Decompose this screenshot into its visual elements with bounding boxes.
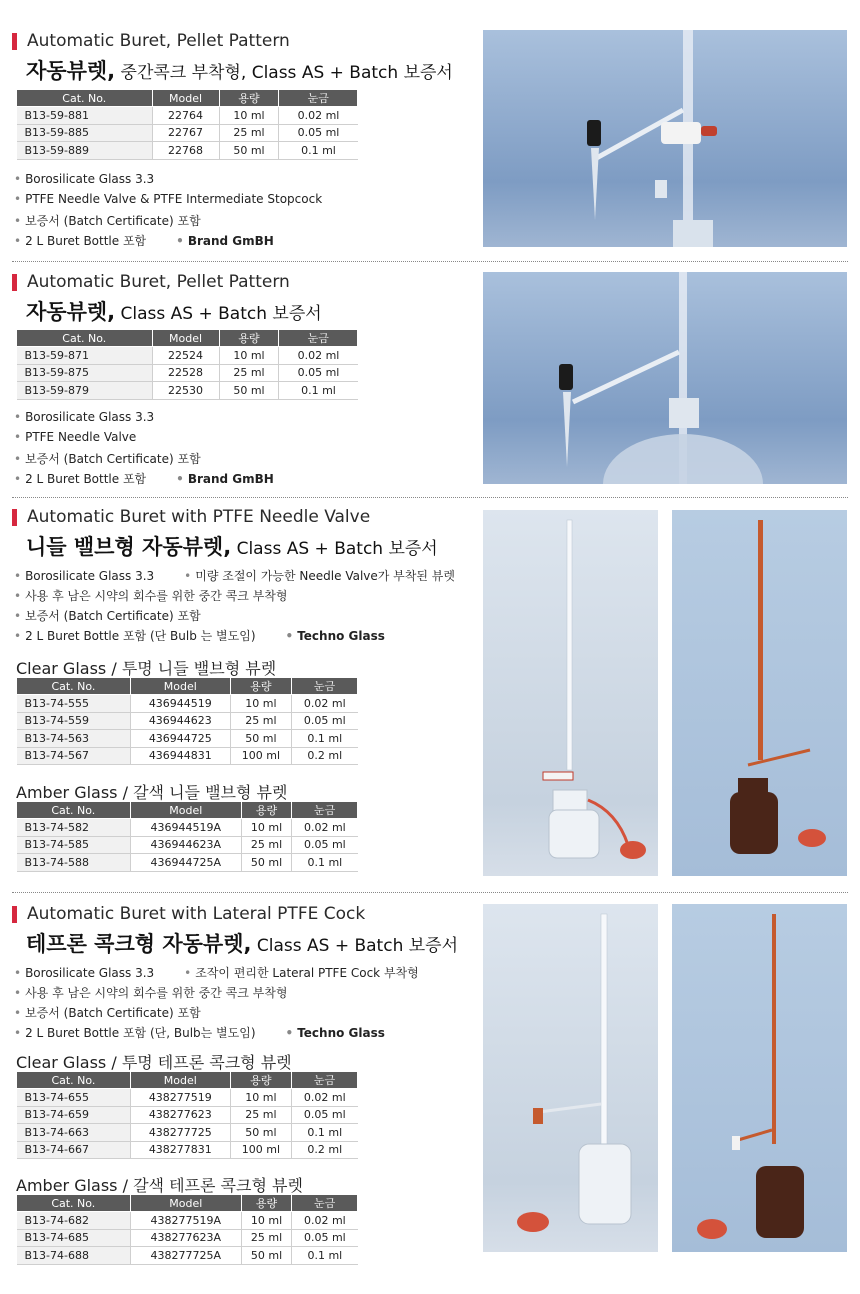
table-cell: 0.02 ml	[292, 1089, 358, 1107]
bullet: • Borosilicate Glass 3.3	[14, 410, 155, 424]
table-header-cell: 용량	[241, 802, 291, 819]
table-cell: 436944725A	[130, 854, 241, 872]
accent-bar	[12, 509, 17, 526]
table-row	[17, 712, 358, 730]
table-header-row	[17, 1195, 358, 1212]
table-cell: 438277623A	[130, 1229, 241, 1247]
table-header-cell: Model	[130, 1195, 241, 1212]
accent-bar	[12, 33, 17, 50]
table-cell: 22768	[152, 142, 219, 160]
table-header-row	[17, 678, 358, 695]
table-cell: 25 ml	[219, 124, 279, 142]
table-row	[17, 730, 358, 748]
table-row	[17, 836, 358, 854]
table-cell: 0.05 ml	[292, 1229, 358, 1247]
table-cell: B13-74-667	[17, 1141, 131, 1159]
table-row	[17, 107, 358, 125]
table-cell: 10 ml	[241, 1212, 291, 1230]
table-cell: B13-74-559	[17, 712, 131, 730]
section3-title-en: Automatic Buret with PTFE Needle Valve	[27, 507, 371, 527]
subheading-amber: Amber Glass / 갈색 니들 밸브형 뷰렛	[16, 783, 288, 802]
section4-amber-table	[16, 1194, 358, 1265]
brand-label: Techno Glass	[297, 1026, 385, 1040]
section4-title-en: Automatic Buret with Lateral PTFE Cock	[27, 904, 366, 924]
table-cell: 0.1 ml	[292, 1124, 358, 1142]
table-cell: 100 ml	[230, 747, 291, 765]
table-cell: 0.05 ml	[292, 1106, 358, 1124]
table-row	[17, 1106, 358, 1124]
table-cell: 0.1 ml	[292, 730, 358, 748]
table-header-cell: 눈금	[292, 678, 358, 695]
table-cell: 10 ml	[230, 695, 291, 713]
table-cell: 438277519	[130, 1089, 230, 1107]
table-row	[17, 747, 358, 765]
table-header-cell: Cat. No.	[17, 802, 131, 819]
table-cell: 25 ml	[241, 836, 291, 854]
table-row	[17, 695, 358, 713]
buret-photo-1	[483, 30, 847, 247]
table-row	[17, 1247, 358, 1265]
section4-header	[12, 904, 365, 924]
divider	[12, 892, 848, 893]
table-cell: 436944623	[130, 712, 230, 730]
table-row	[17, 382, 358, 400]
table-cell: B13-74-585	[17, 836, 131, 854]
table-cell: 0.2 ml	[292, 1141, 358, 1159]
section4-clear-table	[16, 1071, 358, 1159]
table-header-row	[17, 802, 358, 819]
table-cell: B13-74-685	[17, 1229, 131, 1247]
table-cell: 438277519A	[130, 1212, 241, 1230]
table-cell: 100 ml	[230, 1141, 291, 1159]
table-row	[17, 1141, 358, 1159]
table-header-cell: Cat. No.	[17, 90, 153, 107]
table-cell: 25 ml	[230, 712, 291, 730]
table-cell: B13-74-588	[17, 854, 131, 872]
table-header-cell: Model	[152, 90, 219, 107]
clear-lateral-buret-photo	[483, 904, 658, 1252]
table-row	[17, 1089, 358, 1107]
table-header-cell: Cat. No.	[17, 1195, 131, 1212]
table-cell: 50 ml	[241, 854, 291, 872]
amber-lateral-buret-photo	[672, 904, 847, 1252]
table-row	[17, 854, 358, 872]
bullet: • 2 L Buret Bottle 포함 (단 Bulb 는 별도임) • Techno Glass	[14, 629, 385, 643]
table-cell: 0.1 ml	[279, 382, 358, 400]
table-cell: B13-74-688	[17, 1247, 131, 1265]
table-cell: 0.2 ml	[292, 747, 358, 765]
table-header-cell: 용량	[230, 1072, 291, 1089]
subheading-amber: Amber Glass / 갈색 테프론 콕크형 뷰렛	[16, 1176, 303, 1195]
section4-title-ko: 테프론 콕크형 자동뷰렛, Class AS + Batch 보증서	[26, 932, 459, 956]
table-cell: B13-74-682	[17, 1212, 131, 1230]
bullet: • 2 L Buret Bottle 포함 • Brand GmBH	[14, 472, 274, 486]
table-cell: 438277725	[130, 1124, 230, 1142]
table-cell: B13-74-555	[17, 695, 131, 713]
table-cell: 436944623A	[130, 836, 241, 854]
table-cell: 10 ml	[219, 347, 279, 365]
accent-bar	[12, 274, 17, 291]
table-cell: 436944725	[130, 730, 230, 748]
table-cell: 25 ml	[230, 1106, 291, 1124]
table-cell: 436944519	[130, 695, 230, 713]
section2-header	[12, 272, 290, 292]
buret-illustration	[483, 510, 658, 876]
table-row	[17, 142, 358, 160]
table-row	[17, 1212, 358, 1230]
amber-needle-buret-photo	[672, 510, 847, 876]
table-cell: 438277725A	[130, 1247, 241, 1265]
table-cell: 50 ml	[219, 382, 279, 400]
table-cell: 22524	[152, 347, 219, 365]
table-cell: B13-74-659	[17, 1106, 131, 1124]
section1-title-ko: 자동뷰렛, 중간콕크 부착형, Class AS + Batch 보증서	[26, 59, 453, 83]
bullet: • Borosilicate Glass 3.3 • 미량 조절이 가능한 Needle Valve가 부착된 뷰렛	[14, 569, 455, 583]
table-row	[17, 364, 358, 382]
table-header-row	[17, 1072, 358, 1089]
buret-illustration	[483, 30, 847, 247]
table-row	[17, 819, 358, 837]
table-cell: B13-59-871	[17, 347, 153, 365]
table-cell: 0.05 ml	[279, 124, 358, 142]
bullet: • 사용 후 남은 시약의 회수를 위한 중간 콕크 부착형	[14, 589, 288, 603]
table-cell: B13-59-889	[17, 142, 153, 160]
table-cell: 0.02 ml	[292, 1212, 358, 1230]
table-cell: 25 ml	[241, 1229, 291, 1247]
clear-needle-buret-photo	[483, 510, 658, 876]
table-cell: 22530	[152, 382, 219, 400]
table-cell: B13-74-582	[17, 819, 131, 837]
bullet: • 2 L Buret Bottle 포함 (단, Bulb는 별도임) • Techno Glass	[14, 1026, 385, 1040]
section3-clear-table	[16, 677, 358, 765]
bullet: • 보증서 (Batch Certificate) 포함	[14, 452, 201, 466]
table-header-cell: 용량	[230, 678, 291, 695]
table-header-cell: 용량	[241, 1195, 291, 1212]
table-row	[17, 1229, 358, 1247]
table-cell: 0.1 ml	[292, 1247, 358, 1265]
buret-photo-2	[483, 272, 847, 484]
table-header-cell: Model	[130, 802, 241, 819]
table-cell: 0.05 ml	[292, 836, 358, 854]
table-cell: 438277623	[130, 1106, 230, 1124]
table-header-row	[17, 90, 358, 107]
divider	[12, 261, 848, 262]
subheading-clear: Clear Glass / 투명 테프론 콕크형 뷰렛	[16, 1053, 292, 1072]
section3-title-ko: 니들 밸브형 자동뷰렛, Class AS + Batch 보증서	[26, 535, 438, 559]
brand-label: Brand GmBH	[187, 472, 274, 486]
table-cell: 0.02 ml	[292, 819, 358, 837]
brand-label: Techno Glass	[297, 629, 385, 643]
table-cell: 25 ml	[219, 364, 279, 382]
table-row	[17, 124, 358, 142]
table-cell: B13-74-655	[17, 1089, 131, 1107]
table-cell: 22764	[152, 107, 219, 125]
bullet: • 보증서 (Batch Certificate) 포함	[14, 609, 201, 623]
table-header-cell: Cat. No.	[17, 330, 153, 347]
table-cell: 438277831	[130, 1141, 230, 1159]
table-cell: 22767	[152, 124, 219, 142]
table-header-cell: Cat. No.	[17, 678, 131, 695]
table-header-cell: Cat. No.	[17, 1072, 131, 1089]
table-cell: 0.02 ml	[292, 695, 358, 713]
table-cell: 0.1 ml	[279, 142, 358, 160]
bullet: • PTFE Needle Valve & PTFE Intermediate Stopcock	[14, 192, 323, 206]
table-cell: 0.05 ml	[292, 712, 358, 730]
buret-illustration	[483, 272, 847, 484]
table-cell: 10 ml	[241, 819, 291, 837]
bullet: • 보증서 (Batch Certificate) 포함	[14, 1006, 201, 1020]
bullet: • 사용 후 남은 시약의 회수를 위한 중간 콕크 부착형	[14, 986, 288, 1000]
bullet: • PTFE Needle Valve	[14, 430, 137, 444]
table-cell: B13-74-663	[17, 1124, 131, 1142]
table-cell: 22528	[152, 364, 219, 382]
bullet: • Borosilicate Glass 3.3 • 조작이 편리한 Lateral PTFE Cock 부착형	[14, 966, 419, 980]
section1-table	[16, 89, 358, 160]
table-cell: 0.05 ml	[279, 364, 358, 382]
table-cell: 50 ml	[230, 1124, 291, 1142]
table-header-cell: Model	[130, 1072, 230, 1089]
bullet: • 보증서 (Batch Certificate) 포함	[14, 214, 201, 228]
table-cell: B13-74-563	[17, 730, 131, 748]
table-cell: B13-59-881	[17, 107, 153, 125]
table-header-cell: 눈금	[279, 90, 358, 107]
table-header-cell: Model	[130, 678, 230, 695]
subheading-clear: Clear Glass / 투명 니들 밸브형 뷰렛	[16, 659, 277, 678]
buret-illustration	[672, 510, 847, 876]
table-cell: 10 ml	[230, 1089, 291, 1107]
table-header-row	[17, 330, 358, 347]
table-cell: 436944519A	[130, 819, 241, 837]
table-header-cell: 눈금	[292, 1072, 358, 1089]
table-cell: 0.02 ml	[279, 347, 358, 365]
table-cell: B13-74-567	[17, 747, 131, 765]
table-header-cell: 눈금	[292, 802, 358, 819]
buret-illustration	[672, 904, 847, 1252]
table-cell: B13-59-875	[17, 364, 153, 382]
table-header-cell: 용량	[219, 330, 279, 347]
table-cell: 50 ml	[219, 142, 279, 160]
section3-header	[12, 507, 370, 527]
table-header-cell: 눈금	[292, 1195, 358, 1212]
table-row	[17, 347, 358, 365]
brand-label: Brand GmBH	[187, 234, 274, 248]
bullet: • Borosilicate Glass 3.3	[14, 172, 155, 186]
section1-header	[12, 31, 290, 51]
section2-table	[16, 329, 358, 400]
section2-title-ko: 자동뷰렛, Class AS + Batch 보증서	[26, 300, 322, 324]
table-cell: B13-59-879	[17, 382, 153, 400]
bullet: • 2 L Buret Bottle 포함 • Brand GmBH	[14, 234, 274, 248]
divider	[12, 497, 848, 498]
table-header-cell: Model	[152, 330, 219, 347]
buret-illustration	[483, 904, 658, 1252]
section2-title-en: Automatic Buret, Pellet Pattern	[27, 272, 290, 292]
table-cell: 10 ml	[219, 107, 279, 125]
table-header-cell: 용량	[219, 90, 279, 107]
section1-title-en: Automatic Buret, Pellet Pattern	[27, 31, 290, 51]
table-cell: 0.02 ml	[279, 107, 358, 125]
table-row	[17, 1124, 358, 1142]
table-cell: 50 ml	[241, 1247, 291, 1265]
table-cell: B13-59-885	[17, 124, 153, 142]
table-header-cell: 눈금	[279, 330, 358, 347]
table-cell: 50 ml	[230, 730, 291, 748]
section3-amber-table	[16, 801, 358, 872]
accent-bar	[12, 906, 17, 923]
table-cell: 436944831	[130, 747, 230, 765]
table-cell: 0.1 ml	[292, 854, 358, 872]
